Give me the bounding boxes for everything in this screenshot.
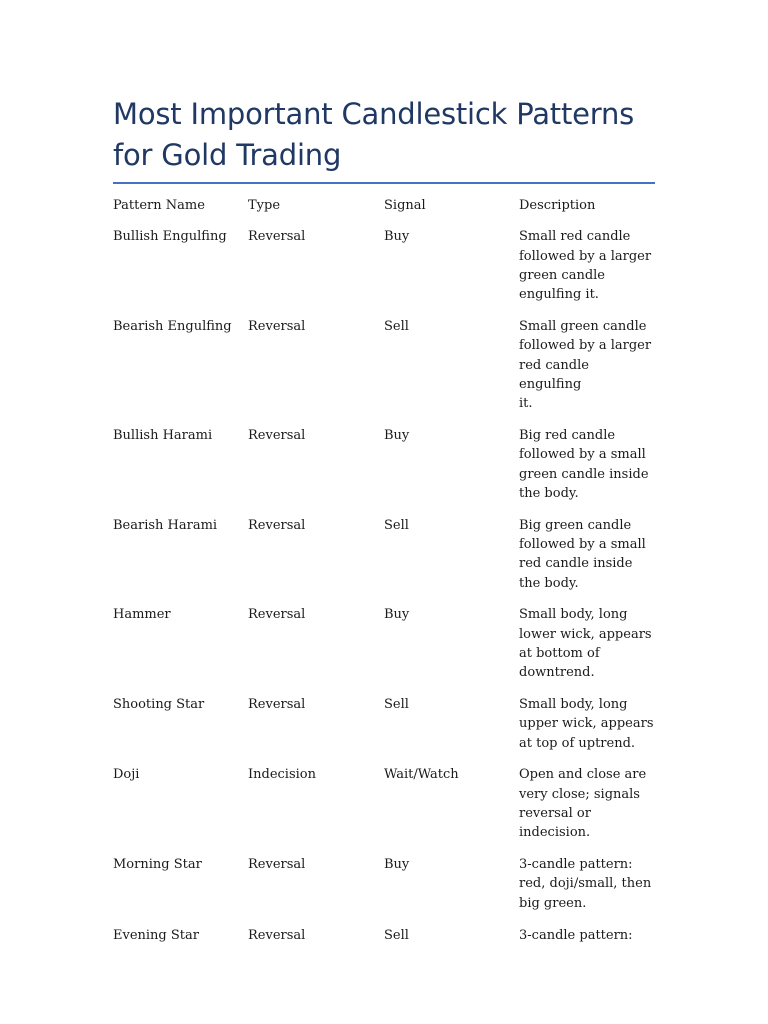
table-row	[113, 855, 655, 925]
cell-type: Reversal	[248, 427, 306, 443]
cell-pattern-name: Doji	[113, 767, 140, 783]
table-row	[113, 227, 655, 317]
cell-signal: Sell	[384, 927, 409, 943]
cell-type: Reversal	[248, 697, 306, 713]
description-line: it.	[519, 396, 533, 412]
description-line: green candle inside	[519, 466, 649, 482]
table-row	[113, 516, 655, 606]
description-line: red candle inside	[519, 556, 633, 572]
cell-type: Reversal	[248, 607, 306, 623]
description-line: red candle engulfing	[519, 357, 589, 392]
cell-pattern-name: Bearish Engulfing	[113, 318, 232, 334]
description-line: at bottom of	[519, 645, 600, 661]
description-line: lower wick, appears	[519, 626, 652, 642]
cell-description	[519, 426, 655, 516]
table-row	[113, 695, 655, 765]
description-line: Big green candle	[519, 517, 632, 533]
description-line: upper wick, appears	[519, 716, 654, 732]
cell-description	[519, 695, 655, 765]
cell-description	[519, 516, 655, 606]
description-line: engulfing it.	[519, 287, 599, 303]
table-row	[113, 317, 655, 426]
header-description: Description	[519, 198, 596, 213]
cell-description	[519, 317, 655, 426]
description-line: big green.	[519, 895, 587, 911]
description-line: followed by a larger	[519, 248, 652, 264]
description-line: red, doji/small, then	[519, 876, 652, 892]
document-title: Most Important Candlestick Patterns for Gold Trading	[113, 97, 635, 172]
table-row	[113, 605, 655, 695]
cell-signal: Buy	[384, 857, 410, 873]
description-line: green candle	[519, 267, 606, 283]
description-line: followed by a larger	[519, 338, 652, 354]
description-line: 3-candle pattern:	[519, 927, 633, 943]
table-row	[113, 426, 655, 516]
description-line: 3-candle pattern:	[519, 857, 633, 873]
description-line: followed by a small	[519, 447, 646, 463]
cell-signal: Buy	[384, 607, 410, 623]
document-page	[113, 94, 655, 957]
cell-type: Reversal	[248, 857, 306, 873]
cell-type: Reversal	[248, 927, 306, 943]
cell-type: Reversal	[248, 318, 306, 334]
cell-pattern-name: Bullish Engulfing	[113, 229, 227, 245]
cell-description	[519, 926, 655, 958]
cell-description	[519, 605, 655, 695]
cell-pattern-name: Evening Star	[113, 927, 199, 943]
description-line: the body.	[519, 575, 579, 591]
description-line: reversal or	[519, 806, 591, 822]
cell-pattern-name: Shooting Star	[113, 697, 205, 713]
title-underline	[113, 182, 655, 184]
description-line: followed by a small	[519, 536, 646, 552]
description-line: Small body, long	[519, 697, 628, 713]
cell-signal: Buy	[384, 427, 410, 443]
description-line: at top of uptrend.	[519, 735, 636, 751]
table-row	[113, 765, 655, 855]
cell-type: Reversal	[248, 229, 306, 245]
description-line: Small red candle	[519, 229, 631, 245]
description-line: indecision.	[519, 825, 591, 841]
description-line: Small green candle	[519, 318, 647, 334]
cell-signal: Sell	[384, 697, 409, 713]
description-line: Open and close are	[519, 767, 647, 783]
cell-type: Indecision	[248, 767, 316, 783]
cell-pattern-name: Hammer	[113, 607, 171, 623]
description-line: very close; signals	[519, 786, 640, 802]
cell-signal: Wait/Watch	[384, 767, 459, 783]
candlestick-patterns-table	[113, 196, 655, 957]
cell-type: Reversal	[248, 517, 306, 533]
description-line: the body.	[519, 485, 579, 501]
header-type: Type	[248, 198, 281, 213]
cell-signal: Sell	[384, 517, 409, 533]
cell-signal: Sell	[384, 318, 409, 334]
table-header-row	[113, 196, 655, 227]
description-line: Big red candle	[519, 427, 616, 443]
cell-pattern-name: Morning Star	[113, 857, 202, 873]
cell-signal: Buy	[384, 229, 410, 245]
header-signal: Signal	[384, 198, 426, 213]
cell-description	[519, 855, 655, 925]
description-line: downtrend.	[519, 665, 595, 681]
cell-description	[519, 765, 655, 855]
cell-description	[519, 227, 655, 317]
description-line: Small body, long	[519, 607, 628, 623]
header-pattern-name: Pattern Name	[113, 198, 205, 213]
cell-pattern-name: Bearish Harami	[113, 517, 218, 533]
cell-pattern-name: Bullish Harami	[113, 427, 213, 443]
table-row	[113, 926, 655, 958]
